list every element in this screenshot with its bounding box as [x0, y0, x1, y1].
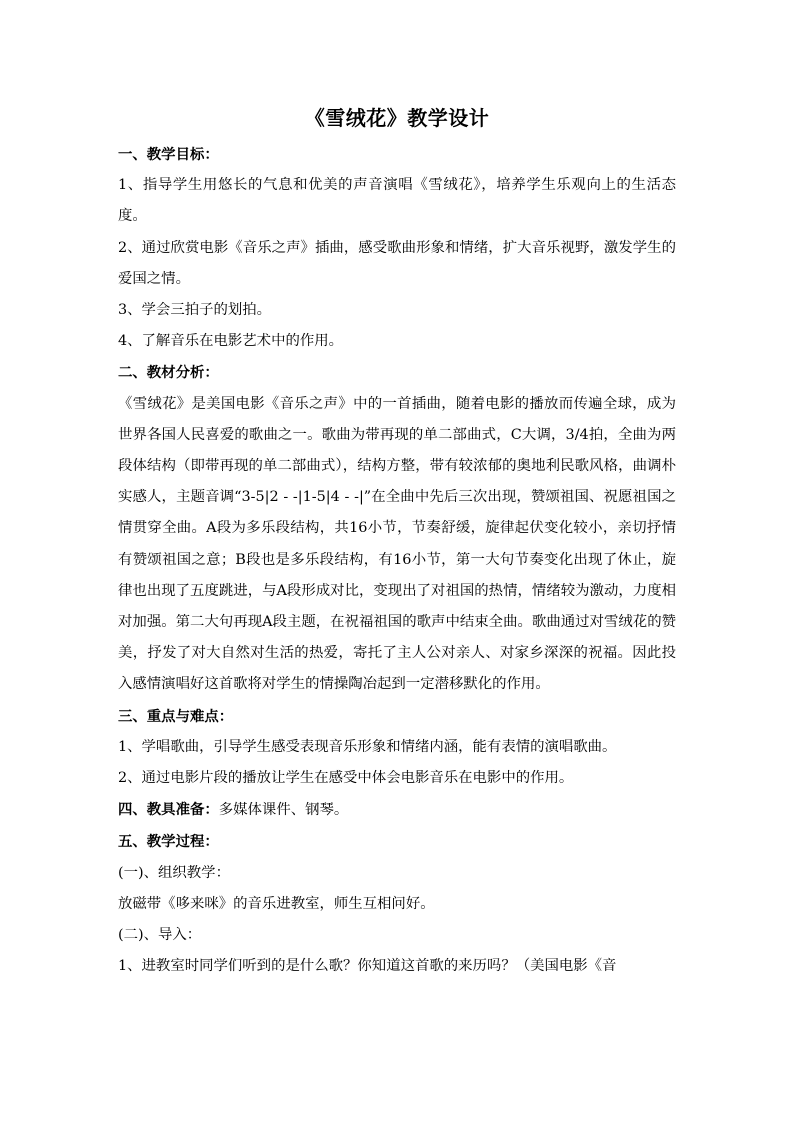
process-subheading-2: (二)、导入： [118, 927, 202, 944]
key-point-item-2: 2、通过电影片段的播放让学生在感受中体会电影音乐在电影中的作用。 [118, 770, 574, 787]
process-text-1: 放磁带《哆来咪》的音乐进教室，师生互相问好。 [118, 895, 435, 912]
tools-line [118, 794, 676, 826]
section-heading-process: 五、教学过程： [118, 833, 219, 851]
document-title: 《雪绒花》教学设计 [304, 106, 490, 130]
key-point-item-1: 1、学唱歌曲，引导学生感受表现音乐形象和情绪内涵，能有表情的演唱歌曲。 [118, 738, 617, 755]
process-text-2: 1、进教室时同学们听到的是什么歌？你知道这首歌的来历吗？（美国电影《音 [118, 958, 617, 975]
section-heading-tools: 四、教具准备： [118, 801, 219, 819]
objective-item-2: 2、通过欣赏电影《音乐之声》插曲，感受歌曲形象和情绪，扩大音乐视野，激发学生的爱国之情。 [118, 239, 676, 287]
objective-item-4: 4、了解音乐在电影艺术中的作用。 [118, 333, 344, 350]
process-subheading-1: (一)、组织教学： [118, 864, 230, 881]
tools-text: 多媒体课件、钢琴。 [218, 802, 349, 819]
section-heading-analysis: 二、教材分析： [118, 364, 219, 382]
analysis-paragraph: 《雪绒花》是美国电影《音乐之声》中的一首插曲，随着电影的播放而传遍全球，成为世界各国人民喜爱的歌曲之一。歌曲为带再现的单二部曲式，C大调，3/4拍，全曲为两段体结构（即带再现的单二部曲式），结构方整，带有较浓郁的奥地利民歌风格，曲调朴实感人，主题音调“3-5|2 - -|1-5|4 - -|”在全曲中先后三次出现，赞颂祖国、祝愿祖国之情贯穿全曲。A段为多乐段结构，共16小节，节奏舒缓，旋律起伏变化较小，亲切抒情有赞颂祖国之意；B段也是多乐段结构，有16小节，第一大句节奏变化出现了休止，旋律也出现了五度跳进，与A段形成对比，变现出了对祖国的热情，情绪较为激动，力度相对加强。第二大句再现A段主题，在祝福祖国的歌声中结束全曲。歌曲通过对雪绒花的赞美，抒发了对大自然对生活的热爱，寄托了主人公对亲人、对家乡深深的祝福。因此投入感情演唱好这首歌将对学生的情操陶冶起到一定潜移默化的作用。 [118, 395, 676, 693]
objective-item-3: 3、学会三拍子的划拍。 [118, 302, 272, 319]
document-content [118, 103, 676, 982]
section-heading-key-points: 三、重点与难点： [118, 707, 234, 725]
objective-item-1: 1、指导学生用悠长的气息和优美的声音演唱《雪绒花》，培养学生乐观向上的生活态度。 [118, 177, 676, 225]
section-heading-objectives: 一、教学目标： [118, 146, 219, 163]
